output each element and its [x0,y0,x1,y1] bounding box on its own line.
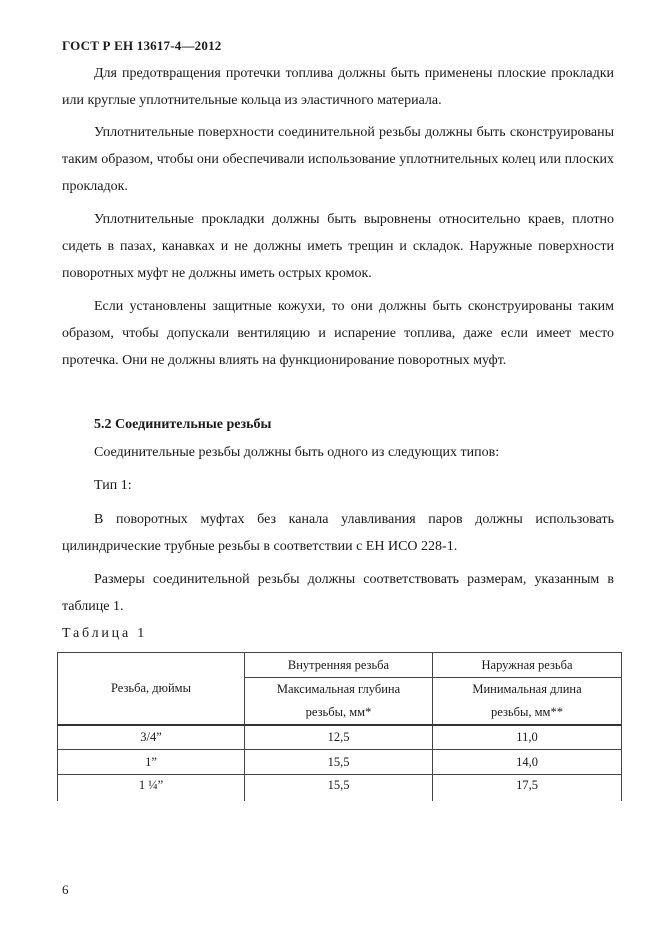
paragraph-gasket-alignment: Уплотнительные прокладки должны быть выровнены относительно краев, плотно сидеть в пазах, канавках и не должны иметь трещин и складок. Наружные поверхности поворотных муфт не должны иметь острых кромок. [62,212,614,281]
paragraph-cylindrical-threads: В поворотных муфтах без канала улавливания паров должны использовать цилиндрические трубные резьбы в соответствии с ЕН ИСО 228-1. [62,512,614,554]
cell-internal-depth: 15,5 [245,750,433,775]
header-max-depth-line2: резьбы, мм* [245,700,433,725]
paragraph-thread-dimensions: Размеры соединительной резьбы должны соответствовать размерам, указанным в таблице 1. [62,572,614,614]
section-heading: 5.2 Соединительные резьбы [94,417,272,432]
cell-thread-size: 3/4” [58,725,245,750]
header-max-depth-line1: Максимальная глубина [245,678,433,701]
table-row [58,725,622,750]
table-row [58,750,622,775]
header-internal-thread: Внутренняя резьба [245,653,433,678]
paragraph-sealing-surfaces: Уплотнительные поверхности соединительной резьбы должны быть сконструированы таким образом, чтобы они обеспечивали использование уплотнительных колец или плоских прокладок. [62,125,614,194]
cell-external-length: 17,5 [433,775,622,802]
cell-thread-size: 1 ¼” [58,775,245,802]
header-min-length-line1: Минимальная длина [433,678,622,701]
header-external-thread: Наружная резьба [433,653,622,678]
header-min-length-line2: резьбы, мм** [433,700,622,725]
table-row [58,775,622,802]
thread-dimensions-table [57,652,622,801]
type-label: Тип 1: [94,478,132,493]
paragraph-gaskets: Для предотвращения протечки топлива должны быть применены плоские прокладки или круглые уплотнительные кольца из эластичного материала. [62,66,614,108]
document-header: ГОСТ Р ЕН 13617-4—2012 [62,38,222,53]
section-intro: Соединительные резьбы должны быть одного из следующих типов: [94,445,500,460]
cell-external-length: 14,0 [433,750,622,775]
cell-internal-depth: 12,5 [245,725,433,750]
table-caption: Таблица 1 [62,626,148,641]
cell-thread-size: 1” [58,750,245,775]
cell-internal-depth: 15,5 [245,775,433,802]
paragraph-protective-covers: Если установлены защитные кожухи, то они должны быть сконструированы таким образом, чтобы допускали вентиляцию и испарение топлива, даже если имеет место протечка. Они не должны влиять на функционирование поворотных муфт. [62,299,614,368]
cell-external-length: 11,0 [433,725,622,750]
page-number: 6 [62,882,69,897]
header-thread-size: Резьба, дюймы [58,653,245,726]
